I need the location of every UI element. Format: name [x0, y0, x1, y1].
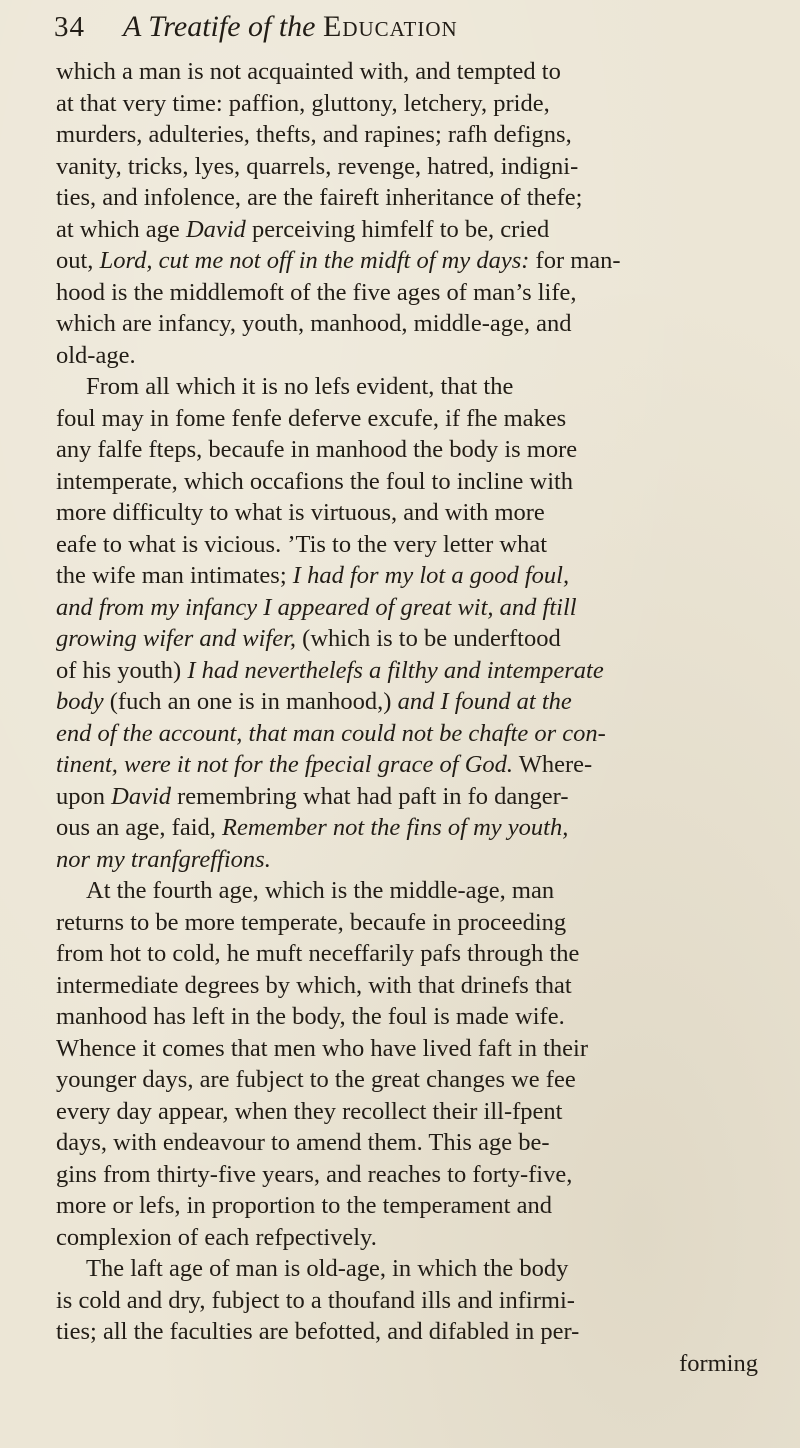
text-run: hood is the middlemoft of the five ages of man’s life, — [56, 278, 577, 306]
text-run: Where- — [513, 751, 593, 778]
italic-run: and from my infancy I appeared of great wit, and ftill — [56, 593, 577, 621]
text-line — [56, 812, 766, 844]
text-run: manhood has left in the body, the foul is made wife. — [56, 1003, 565, 1030]
text-run: from hot to cold, he muft neceffarily pafs through the — [56, 940, 580, 967]
text-run: perceiving himfelf to be, cried — [245, 215, 550, 243]
text-line — [56, 1190, 766, 1222]
text-run: at which age — [56, 215, 186, 243]
italic-run: nor my tranfgreffions. — [56, 845, 271, 873]
text-run: ties, and infolence, are the faireft inheritance of thefe; — [56, 184, 583, 211]
text-line — [56, 308, 766, 340]
text-line — [56, 907, 766, 939]
text-line — [56, 371, 766, 403]
text-line — [56, 1033, 766, 1065]
running-head — [123, 10, 458, 44]
text-line — [56, 1316, 766, 1348]
text-line — [56, 277, 766, 309]
italic-run: I had for my lot a good foul, — [292, 562, 570, 589]
text-line — [56, 182, 766, 214]
text-run: The laft age of man is old-age, in which the body — [86, 1255, 569, 1282]
italic-run: David — [111, 782, 171, 810]
text-run: the wife man intimates; — [56, 562, 293, 589]
text-line — [56, 844, 766, 876]
text-run: Whence it comes that men who have lived faft in their — [56, 1034, 589, 1062]
text-line — [56, 1096, 766, 1128]
text-run: vanity, tricks, lyes, quarrels, revenge, hatred, indigni- — [56, 152, 579, 180]
text-run: which are infancy, youth, manhood, middle-age, and — [56, 310, 572, 337]
text-line — [56, 560, 766, 592]
text-line — [56, 749, 766, 781]
text-line — [56, 214, 766, 246]
catchword: forming — [679, 1349, 758, 1377]
text-line — [56, 497, 766, 529]
running-head-title: A Treatife of the — [123, 10, 316, 43]
text-line — [56, 970, 766, 1002]
italic-run: tinent, were it not for the fpecial grace of God. — [56, 751, 514, 778]
text-line — [56, 245, 766, 277]
text-line — [56, 1253, 766, 1285]
text-line — [56, 781, 766, 813]
running-head-caps: Education — [323, 10, 458, 43]
text-run: From all which it is no lefs evident, that the — [86, 373, 514, 400]
text-line — [56, 686, 766, 718]
text-line — [56, 403, 766, 435]
text-run: for man- — [529, 247, 621, 274]
text-run: more difficulty to what is virtuous, and with more — [56, 499, 545, 526]
body-text — [56, 56, 766, 1348]
page-number: 34 — [54, 11, 85, 43]
text-run: days, with endeavour to amend them. This age be- — [56, 1129, 550, 1156]
text-line — [56, 151, 766, 183]
text-line — [56, 88, 766, 120]
text-line — [56, 1285, 766, 1317]
text-line — [56, 1001, 766, 1033]
text-line — [56, 592, 766, 624]
text-run: out, — [56, 247, 100, 274]
italic-run: body — [56, 688, 104, 715]
text-line — [56, 1064, 766, 1096]
text-line — [56, 1159, 766, 1191]
text-run: (which is to be underftood — [296, 625, 561, 652]
text-run: ties; all the faculties are befotted, and difabled in per- — [56, 1318, 580, 1345]
text-line — [56, 56, 766, 88]
text-run: which a man is not acquainted with, and tempted to — [56, 58, 561, 85]
italic-run: I had neverthelefs a filthy and intemperate — [187, 656, 604, 684]
text-run: gins from thirty-five years, and reaches to forty-five, — [56, 1160, 573, 1188]
text-line — [56, 718, 766, 750]
text-run: is cold and dry, fubject to a thoufand ills and infirmi- — [56, 1286, 575, 1314]
text-run: murders, adulteries, thefts, and rapines; rafh defigns, — [56, 121, 572, 148]
text-run: intemperate, which occafions the foul to incline with — [56, 467, 574, 495]
text-run: at that very time: paffion, gluttony, letchery, pride, — [56, 89, 550, 117]
text-run: eafe to what is vicious. ’Tis to the very letter what — [56, 530, 548, 558]
text-run: ous an age, faid, — [56, 814, 222, 841]
text-run: intermediate degrees by which, with that drinefs that — [56, 971, 572, 999]
text-line — [56, 466, 766, 498]
text-line — [56, 655, 766, 687]
text-run: any falfe fteps, becaufe in manhood the body is more — [56, 436, 578, 463]
italic-run: Lord, cut me not off in the midft of my days: — [99, 247, 530, 274]
text-run: more or lefs, in proportion to the temperament and — [56, 1192, 552, 1219]
text-run: complexion of each refpectively. — [56, 1223, 377, 1251]
text-run: (fuch an one is in manhood,) — [103, 688, 398, 715]
text-line — [56, 1222, 766, 1254]
italic-run: end of the account, that man could not be chafte or con- — [56, 719, 606, 747]
text-line — [56, 119, 766, 151]
text-line — [56, 434, 766, 466]
italic-run: and I found at the — [397, 688, 572, 715]
italic-run: David — [185, 215, 246, 243]
text-line — [56, 938, 766, 970]
page-header — [54, 0, 766, 54]
text-line — [56, 875, 766, 907]
text-line — [56, 529, 766, 561]
text-run: of his youth) — [56, 656, 188, 684]
text-run: returns to be more temperate, becaufe in proceeding — [56, 908, 567, 936]
text-run: upon — [56, 782, 112, 810]
text-run: foul may in fome fenfe deferve excufe, if fhe makes — [56, 404, 567, 432]
text-run: every day appear, when they recollect their ill-fpent — [56, 1097, 563, 1125]
text-line — [56, 340, 766, 372]
text-line — [56, 623, 766, 655]
italic-run: Remember not the fins of my youth, — [222, 814, 569, 841]
text-run: younger days, are fubject to the great changes we fee — [56, 1066, 576, 1093]
italic-run: growing wifer and wifer, — [56, 625, 297, 652]
text-line — [56, 1127, 766, 1159]
text-run: At the fourth age, which is the middle-age, man — [86, 877, 555, 904]
text-run: remembring what had paft in fo danger- — [171, 782, 569, 810]
text-run: old-age. — [56, 341, 136, 369]
